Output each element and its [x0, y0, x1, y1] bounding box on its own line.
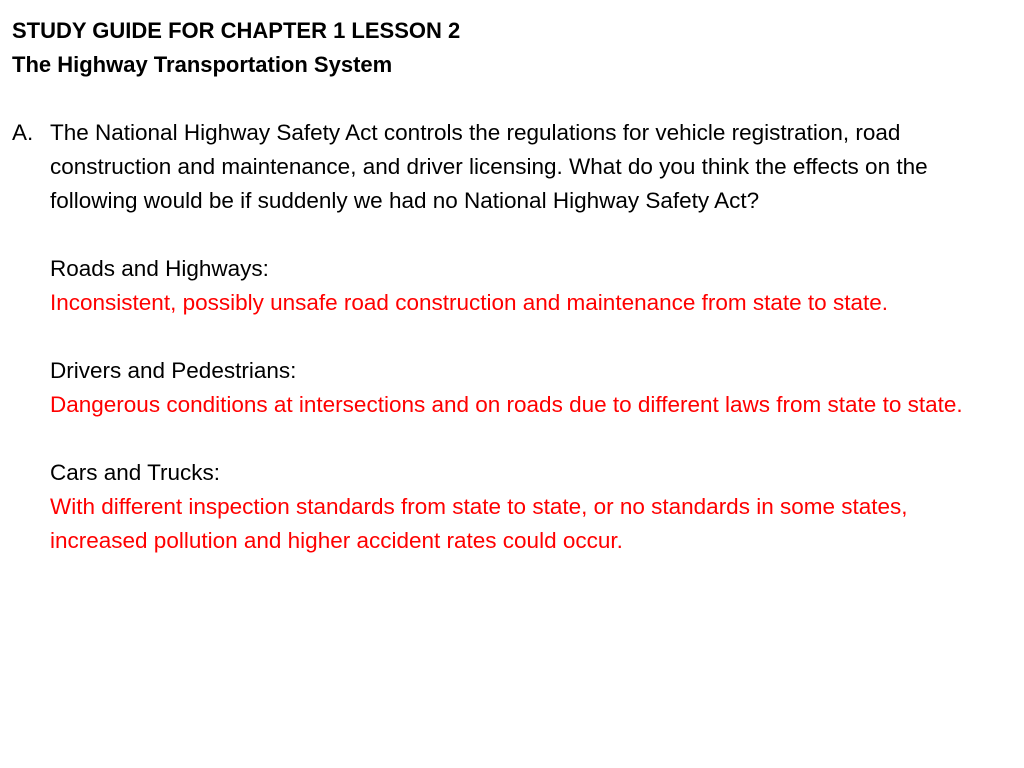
topic-label: Cars and Trucks: — [50, 460, 221, 485]
topic-drivers-pedestrians — [50, 354, 1004, 422]
topic-label: Drivers and Pedestrians: — [50, 358, 297, 383]
topic-answer: With different inspection standards from state to state, or no standards in some states, increased pollution and higher accident rates could occur. — [50, 494, 908, 553]
title-line-subject: The Highway Transportation System — [12, 52, 393, 77]
title-line-chapter: STUDY GUIDE FOR CHAPTER 1 LESSON 2 — [12, 18, 461, 43]
question-section-a — [12, 116, 1004, 558]
topic-answer: Dangerous conditions at intersections and on roads due to different laws from state to state. — [50, 392, 963, 417]
page-title — [12, 14, 1004, 82]
topic-label: Roads and Highways: — [50, 256, 269, 281]
section-marker: A. — [12, 120, 34, 145]
topic-answer: Inconsistent, possibly unsafe road construction and maintenance from state to state. — [50, 290, 888, 315]
topic-cars-trucks — [50, 456, 1004, 558]
topic-roads-highways — [50, 252, 1004, 320]
section-body — [50, 116, 1004, 558]
question-text: The National Highway Safety Act controls the regulations for vehicle registration, road construction and maintenance, and driver licensing. What do you think the effects on the following would be if suddenly we had no National Highway Safety Act? — [50, 120, 928, 213]
